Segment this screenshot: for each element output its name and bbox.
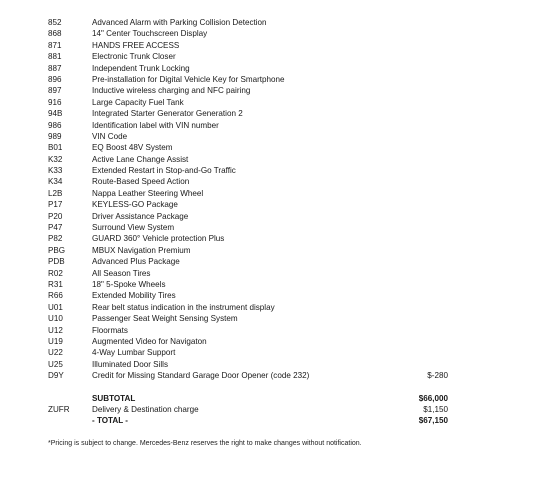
option-row [48,290,448,301]
option-description: Advanced Plus Package [92,257,180,267]
option-description: Credit for Missing Standard Garage Door Opener (code 232) [92,371,310,381]
option-code: R31 [48,279,63,289]
option-code: 868 [48,29,62,39]
pricing-footnote: *Pricing is subject to change. Mercedes-Benz reserves the right to make changes without notification. [48,440,362,447]
option-code: R66 [48,291,63,301]
option-row [48,108,448,119]
option-row [48,74,448,85]
option-code: 881 [48,52,62,62]
option-description: Active Lane Change Assist [92,154,189,164]
option-description: MBUX Navigation Premium [92,245,191,255]
option-description: Rear belt status indication in the instrument display [92,302,275,312]
option-code: K32 [48,154,63,164]
option-code: U01 [48,302,63,312]
option-description: Independent Trunk Locking [92,63,190,73]
option-code: P47 [48,223,63,233]
option-row [48,325,448,336]
option-description: GUARD 360° Vehicle protection Plus [92,234,225,244]
option-code: L2B [48,188,63,198]
option-row [48,211,448,222]
option-code: U25 [48,359,63,369]
option-code: 887 [48,63,62,73]
option-code: 916 [48,97,62,107]
option-description: HANDS FREE ACCESS [92,40,180,50]
option-row [48,165,448,176]
option-description: Driver Assistance Package [92,211,189,221]
option-row [48,28,448,39]
option-code: 986 [48,120,62,130]
option-description: Integrated Starter Generator Generation 2 [92,109,243,119]
option-description: Extended Restart in Stop-and-Go Traffic [92,166,236,176]
option-row [48,85,448,96]
option-description: Floormats [92,325,128,335]
total-value: $67,150 [418,416,448,426]
option-code: 897 [48,86,62,96]
option-code: U10 [48,314,63,324]
option-row [48,279,448,290]
option-rows [48,17,448,382]
option-code: PDB [48,257,65,267]
option-description: All Season Tires [92,268,151,278]
option-row [48,120,448,131]
option-row [48,359,448,370]
option-row [48,63,448,74]
option-code: R02 [48,268,63,278]
option-row [48,97,448,108]
option-row [48,347,448,358]
option-description: Passenger Seat Weight Sensing System [92,314,238,324]
option-description: EQ Boost 48V System [92,143,173,153]
option-description: Route-Based Speed Action [92,177,190,187]
option-row [48,268,448,279]
option-code: PBG [48,245,66,255]
option-row [48,142,448,153]
option-code: P17 [48,200,63,210]
option-row [48,131,448,142]
option-row [48,313,448,324]
option-price: $-280 [427,371,448,381]
option-description: Nappa Leather Steering Wheel [92,188,204,198]
option-row [48,302,448,313]
destination-label: Delivery & Destination charge [92,404,199,414]
option-row [48,336,448,347]
option-description: Extended Mobility Tires [92,291,176,301]
total-row [48,415,448,426]
option-description: Pre-installation for Digital Vehicle Key for Smartphone [92,74,285,84]
option-code: U12 [48,325,63,335]
option-code: 94B [48,109,63,119]
destination-code: ZUFR [48,404,70,414]
option-description: Identification label with VIN number [92,120,219,130]
option-description: 4-Way Lumbar Support [92,348,176,358]
option-description: Advanced Alarm with Parking Collision Detection [92,18,267,27]
subtotal-row [48,393,448,404]
options-list [48,17,448,427]
option-row [48,199,448,210]
option-code: P20 [48,211,63,221]
option-row [48,176,448,187]
option-row [48,17,448,28]
destination-row [48,404,448,415]
option-description: Electronic Trunk Closer [92,52,176,62]
total-label: - TOTAL - [92,416,128,426]
option-description: Surround View System [92,223,175,233]
option-row [48,370,448,381]
option-code: 989 [48,131,62,141]
option-row [48,51,448,62]
subtotal-label: SUBTOTAL [92,393,136,403]
option-code: U22 [48,348,63,358]
option-code: 852 [48,18,62,27]
option-code: 871 [48,40,62,50]
option-row [48,40,448,51]
spacer [48,382,448,393]
option-description: Augmented Video for Navigaton [92,336,207,346]
option-row [48,154,448,165]
option-row [48,245,448,256]
option-code: 896 [48,74,62,84]
option-row [48,188,448,199]
option-code: P82 [48,234,63,244]
option-code: K34 [48,177,63,187]
option-description: KEYLESS-GO Package [92,200,178,210]
option-row [48,222,448,233]
destination-value: $1,150 [423,404,448,414]
option-description: 18" 5-Spoke Wheels [92,279,166,289]
option-row [48,233,448,244]
subtotal-value: $66,000 [418,393,448,403]
option-row [48,256,448,267]
option-code: B01 [48,143,63,153]
option-description: VIN Code [92,131,128,141]
option-description: Large Capacity Fuel Tank [92,97,184,107]
option-code: D9Y [48,371,64,381]
option-description: 14" Center Touchscreen Display [92,29,208,39]
option-code: K33 [48,166,63,176]
option-code: U19 [48,336,63,346]
option-description: Inductive wireless charging and NFC pairing [92,86,251,96]
option-description: Illuminated Door Sills [92,359,169,369]
